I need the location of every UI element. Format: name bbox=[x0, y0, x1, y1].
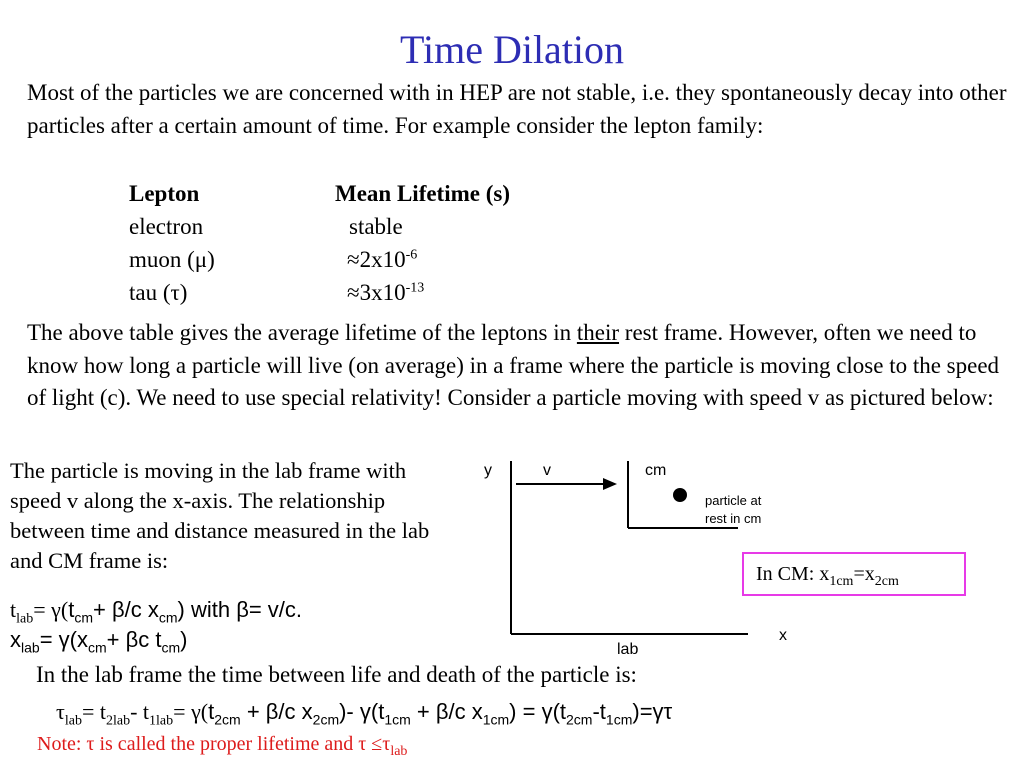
diagram-v-label: v bbox=[543, 462, 551, 479]
lab-frame-description: The particle is moving in the lab frame with speed v along the x-axis. The relationship between time and distance measured in the lab and CM frame is: bbox=[10, 458, 430, 573]
table-row-muon-life: $\approx 2x10^{-6}$ bbox=[347, 247, 418, 272]
equation-x-lab: $x_{lab}= \gamma(x_{cm}+ \beta c$ $t_{cm}$) bbox=[10, 627, 188, 656]
diagram-lab-label: lab bbox=[617, 641, 639, 658]
relativity-paragraph: The above table gives the average lifetime of the leptons in their rest frame. However, often we need to know how long a particle will live (on average) in a frame where the particle is moving close to the speed of light (c). We need to use special relativity! Consider a particle moving with speed v as pictured below: bbox=[27, 320, 1000, 410]
particle-at-rest-label: particle at rest in cm bbox=[705, 493, 762, 526]
table-row-tau-life: $\approx 3x10^{-13}$ bbox=[347, 280, 425, 305]
table-row-tau-name: tau (τ) bbox=[129, 280, 188, 305]
particle-dot-icon bbox=[673, 488, 687, 502]
diagram-y-label: y bbox=[484, 462, 492, 479]
table-header-lifetime: Mean Lifetime (s) bbox=[335, 181, 510, 206]
diagram-x-label: x bbox=[779, 627, 787, 644]
proper-lifetime-note: Note: τ is called the proper lifetime and $\tau \le\tau_{lab}$ bbox=[37, 733, 408, 759]
table-row-muon-name: muon (μ) bbox=[129, 247, 215, 272]
diagram-cm-label: cm bbox=[645, 462, 667, 479]
cm-frame-box: In CM: $x_{1cm}=x_{2cm}$ bbox=[742, 552, 966, 596]
table-row-electron-life: stable bbox=[349, 214, 403, 239]
table-row-electron-name: electron bbox=[129, 214, 204, 239]
table-header-lepton: Lepton bbox=[129, 181, 200, 206]
lab-frame-lifetime-text: In the lab frame the time between life and death of the particle is: bbox=[36, 662, 637, 687]
equation-tau-lab: $\tau_{lab}= t_{2lab}-$ $t_{1lab}= \gamma(t_{2cm} + \beta/c$ $x_{2cm})-$ $\gamma(t_{1cm} + \beta/c$ $x_{1cm}) = \gamma(t_{2cm}-t_{1cm})=\gamma\tau$ bbox=[56, 699, 673, 729]
equation-t-lab: $t_{lab}= \gamma(t_{cm}+ \beta/c$ $x_{cm}$) with β= v/c. bbox=[10, 597, 303, 627]
slide-title: Time Dilation bbox=[399, 27, 625, 72]
velocity-arrowhead-icon bbox=[603, 478, 617, 490]
intro-paragraph: Most of the particles we are concerned with in HEP are not stable, i.e. they spontaneously decay into other particles after a certain amount of time. For example consider the lepton family: bbox=[27, 80, 1007, 138]
